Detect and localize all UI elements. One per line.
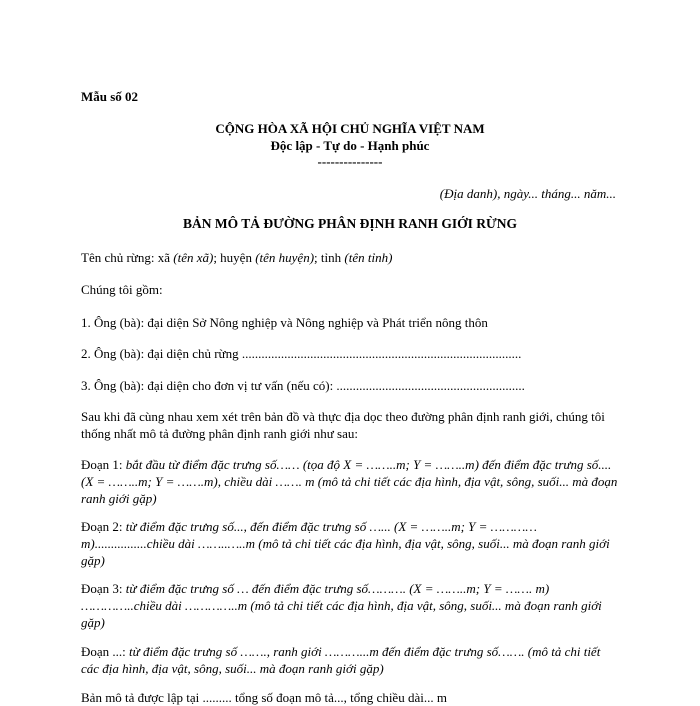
commune-label: Tên chủ rừng: xã xyxy=(81,250,174,265)
national-motto: Độc lập - Tự do - Hạnh phúc xyxy=(270,138,430,153)
closing-line: Bản mô tả được lập tại ......... tổng số đoạn mô tả..., tổng chiều dài... m xyxy=(81,690,447,705)
segment-1 xyxy=(81,456,621,507)
owner-line xyxy=(81,250,392,266)
segment-1-text: bắt đầu từ điểm đặc trưng số…… (tọa độ X = ……..m; Y = ……..m) đến điểm đặc trưng số....(X = ……..m; Y = …….m), chiều dài ……. m (mô tả chi tiết các địa hình, địa vật, sông, suối... mà đoạn ranh giới gặp) xyxy=(81,457,618,506)
segment-n-text: từ điểm đặc trưng số ……., ranh giới ………...m đến điểm đặc trưng số……. (mô tả chi tiết các địa hình, địa vật, sông, suối... mà đoạn ranh giới gặp) xyxy=(81,644,601,676)
document-title: BẢN MÔ TẢ ĐƯỜNG PHÂN ĐỊNH RANH GIỚI RỪNG xyxy=(183,216,517,231)
province-value: (tên tỉnh) xyxy=(344,250,393,265)
district-label: ; huyện xyxy=(213,250,256,265)
segment-n-label: Đoạn ...: xyxy=(81,644,130,659)
place-date: (Địa danh), ngày... tháng... năm... xyxy=(439,186,616,201)
segment-n xyxy=(81,643,621,677)
segment-3 xyxy=(81,580,621,631)
agreement-paragraph: Sau khi đã cùng nhau xem xét trên bản đồ và thực địa dọc theo đường phân định ranh giới, chúng tôi thống nhất mô tả đường phân định ranh giới như sau: xyxy=(81,409,605,441)
segment-3-text: từ điểm đặc trưng số … đến điểm đặc trưng số………. (X = ……..m; Y = ……. m) …………..chiều dài …………..m (mô tả chi tiết các địa hình, địa vật, sông, suối... mà đoạn ranh giới gặp) xyxy=(81,581,602,630)
commune-value: (tên xã) xyxy=(173,250,214,265)
segment-2 xyxy=(81,518,621,569)
segment-2-text: từ điểm đặc trưng số..., đến điểm đặc trưng số …... (X = ……..m; Y = ………… m)................chiều dài ……..…..m (mô tả chi tiết các địa hình, địa vật, sông, suối... mà đoạn ranh giới gặp) xyxy=(81,519,610,568)
member-2: 2. Ông (bà): đại diện chủ rừng ...................................................................................... xyxy=(81,346,522,361)
segment-3-label: Đoạn 3: xyxy=(81,581,126,596)
district-value: (tên huyện) xyxy=(255,250,315,265)
form-number: Mẫu số 02 xyxy=(81,89,139,104)
segment-2-label: Đoạn 2: xyxy=(81,519,126,534)
member-3: 3. Ông (bà): đại diện cho đơn vị tư vấn (nếu có): .......................................................... xyxy=(81,378,525,393)
header-divider: --------------- xyxy=(317,154,383,169)
province-label: ; tỉnh xyxy=(314,250,345,265)
members-intro: Chúng tôi gồm: xyxy=(81,282,163,297)
member-1: 1. Ông (bà): đại diện Sở Nông nghiệp và Nông nghiệp và Phát triển nông thôn xyxy=(81,315,488,330)
segment-1-label: Đoạn 1: xyxy=(81,457,126,472)
national-title: CỘNG HÒA XÃ HỘI CHỦ NGHĨA VIỆT NAM xyxy=(215,121,485,136)
